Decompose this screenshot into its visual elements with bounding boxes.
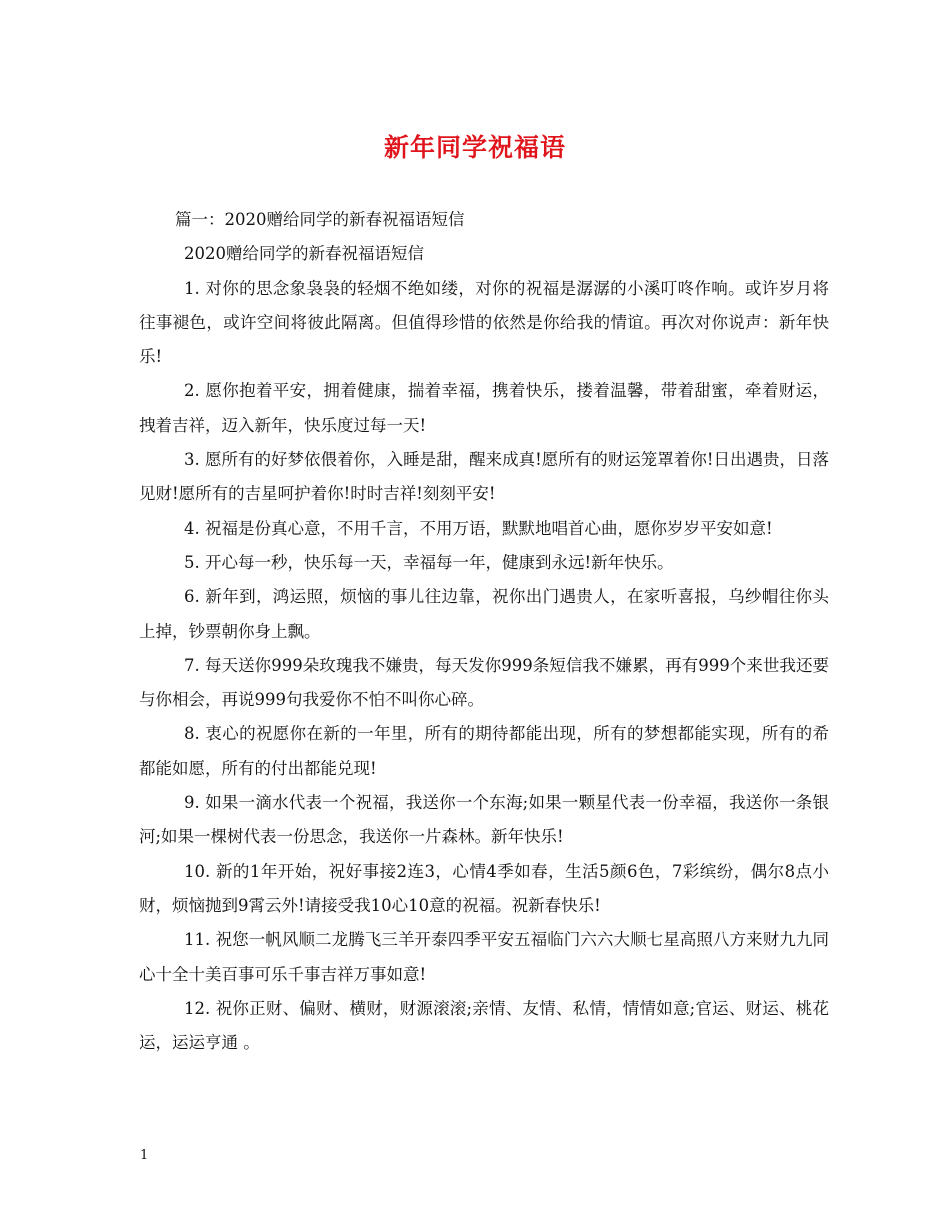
list-item: 5. 开心每一秒，快乐每一天，幸福每一年，健康到永远!新年快乐。 [184, 552, 674, 572]
list-item: 4. 祝福是份真心意，不用千言，不用万语，默默地唱首心曲，愿你岁岁平安如意! [184, 518, 773, 538]
page-number: 1 [140, 1148, 149, 1163]
list-item: 11. 祝您一帆风顺二龙腾飞三羊开泰四季平安五福临门六六大顺七星高照八方来财九九同心十全十美百事可乐千事吉祥万事如意! [139, 930, 829, 984]
document-body [139, 203, 829, 1060]
list-item: 6. 新年到，鸿运照，烦恼的事儿往边靠，祝你出门遇贵人，在家听喜报，乌纱帽往你头上掉，钞票朝你身上飘。 [139, 587, 829, 641]
list-item: 2. 愿你抱着平安，拥着健康，揣着幸福，携着快乐，搂着温馨，带着甜蜜，牵着财运，拽着吉祥，迈入新年，快乐度过每一天! [139, 381, 829, 435]
list-item: 12. 祝你正财、偏财、横财，财源滚滚;亲情、友情、私情，情情如意;官运、财运、桃花运，运运亨通 。 [139, 998, 829, 1053]
list-item: 3. 愿所有的好梦依偎着你，入睡是甜，醒来成真!愿所有的财运笼罩着你!日出遇贵，日落见财!愿所有的吉星呵护着你!时时吉祥!刻刻平安! [139, 450, 829, 504]
list-item: 9. 如果一滴水代表一个祝福，我送你一个东海;如果一颗星代表一份幸福，我送你一条银河;如果一棵树代表一份思念，我送你一片森林。新年快乐! [139, 793, 829, 847]
section-subheading: 2020赠给同学的新春祝福语短信 [184, 244, 424, 264]
list-item: 8. 衷心的祝愿你在新的一年里，所有的期待都能出现，所有的梦想都能实现，所有的希都能如愿，所有的付出都能兑现! [139, 724, 829, 778]
list-item: 1. 对你的思念象袅袅的轻烟不绝如缕，对你的祝福是潺潺的小溪叮咚作响。或许岁月将往事褪色，或许空间将彼此隔离。但值得珍惜的依然是你给我的情谊。再次对你说声：新年快乐! [139, 278, 829, 367]
section-heading: 篇一：2020赠给同学的新春祝福语短信 [175, 210, 465, 229]
list-item: 10. 新的1年开始，祝好事接2连3，心情4季如春，生活5颜6色，7彩缤纷，偶尔8点小财，烦恼抛到9霄云外!请接受我10心10意的祝福。祝新春快乐! [139, 861, 829, 915]
list-item: 7. 每天送你999朵玫瑰我不嫌贵，每天发你999条短信我不嫌累，再有999个来世我还要与你相会，再说999句我爱你不怕不叫你心碎。 [139, 655, 829, 710]
page-title: 新年同学祝福语 [383, 133, 566, 162]
